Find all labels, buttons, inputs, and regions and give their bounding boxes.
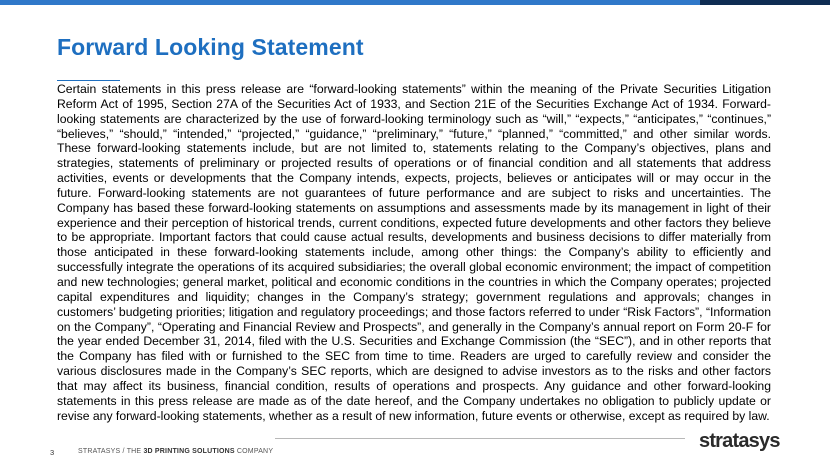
footer-company-tagline (78, 448, 273, 455)
footer-divider (275, 438, 685, 439)
slide-title: Forward Looking Statement (57, 34, 364, 60)
disclaimer-paragraph: Certain statements in this press release are “forward-looking statements” within the meaning of the Private Securities Litigation Reform Act of 1995, Section 27A of the Securities Act of 1933, and Section 21E of the Securities Exchange Act of 1934. Forward-looking statements are characterized by the use of forward-looking terminology such as “will,” “expects,” “anticipates,” “continues,” “believes,” “should,” “intended,” “projected,” “guidance,” “preliminary,” “future,” “planned,” “committed,” and other similar words. These forward-looking statements include, but are not limited to, statements relating to the Company’s objectives, plans and strategies, statements of preliminary or projected results of operations or of financial condition and all statements that address activities, events or developments that the Company intends, expects, projects, believes or anticipates will or may occur in the future. Forward-looking statements are not guarantees of future performance and are subject to risks and uncertainties. The Company has based these forward-looking statements on assumptions and assessments made by its management in light of their experience and their perception of historical trends, current conditions, expected future developments and other factors they believe to be appropriate. Important factors that could cause actual results, developments and business decisions to differ materially from those anticipated in these forward-looking statements include, among other things: the Company’s ability to efficiently and successfully integrate the operations of its acquired subsidiaries; the overall global economic environment; the impact of competition and new technologies; general market, political and economic conditions in the countries in which the Company operates; projected capital expenditures and liquidity; changes in the Company’s strategy; government regulations and approvals; changes in customers’ budgeting priorities; litigation and regulatory proceedings; and those factors referred to under “Risk Factors”, “Information on the Company”, “Operating and Financial Review and Prospects”, and generally in the Company’s annual report on Form 20-F for the year ended December 31, 2014, filed with the U.S. Securities and Exchange Commission (the “SEC”), and in other reports that the Company has filed with or furnished to the SEC from time to time. Readers are urged to carefully review and consider the various disclosures made in the Company’s SEC reports, which are designed to advise investors as to the risks and other factors that may affect its business, financial condition, results of operations and prospects. Any guidance and other forward-looking statements in this press release are made as of the date hereof, and the Company undertakes no obligation to publicly update or revise any forward-looking statements, whether as a result of new information, future events or otherwise, except as required by law. (57, 82, 771, 423)
page-number: 3 (50, 448, 55, 457)
top-accent-bar-dark (700, 0, 830, 5)
footer-company-prefix: STRATASYS / THE (78, 448, 144, 455)
footer-company-strong: 3D PRINTING SOLUTIONS (143, 448, 235, 455)
footer-company-suffix: COMPANY (234, 448, 274, 455)
title-underline (57, 80, 120, 81)
top-accent-bar (0, 0, 700, 5)
stratasys-logo: stratasys (699, 430, 780, 452)
